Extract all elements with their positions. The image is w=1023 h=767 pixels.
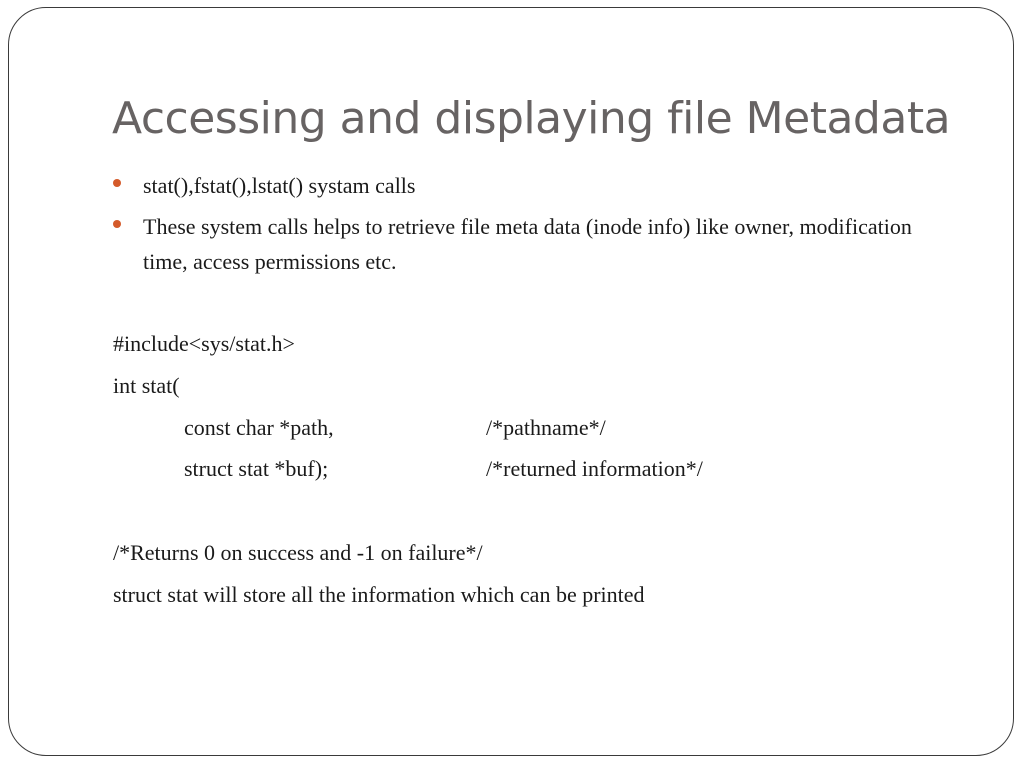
code-comment-returned: /*returned information*/ bbox=[486, 456, 703, 481]
code-signature-line: int stat( bbox=[113, 373, 180, 398]
bullet-text: stat(),fstat(),lstat() systam calls bbox=[143, 173, 416, 198]
returns-note: /*Returns 0 on success and -1 on failure*/ bbox=[113, 540, 483, 565]
bullet-text: These system calls helps to retrieve file meta data (inode info) like owner, modification time, access permissions etc. bbox=[143, 214, 912, 274]
code-param-path: const char *path, bbox=[184, 415, 334, 440]
code-comment-pathname: /*pathname*/ bbox=[486, 415, 606, 440]
code-param-buf: struct stat *buf); bbox=[184, 456, 329, 481]
bullet-item bbox=[113, 168, 923, 203]
bullet-dot-icon bbox=[113, 220, 121, 228]
bullet-dot-icon bbox=[113, 179, 121, 187]
slide-title: Accessing and displaying file Metadata bbox=[112, 93, 951, 144]
code-include-line: #include<sys/stat.h> bbox=[113, 331, 295, 356]
bullet-item bbox=[113, 209, 923, 279]
struct-note: struct stat will store all the information which can be printed bbox=[113, 582, 645, 607]
